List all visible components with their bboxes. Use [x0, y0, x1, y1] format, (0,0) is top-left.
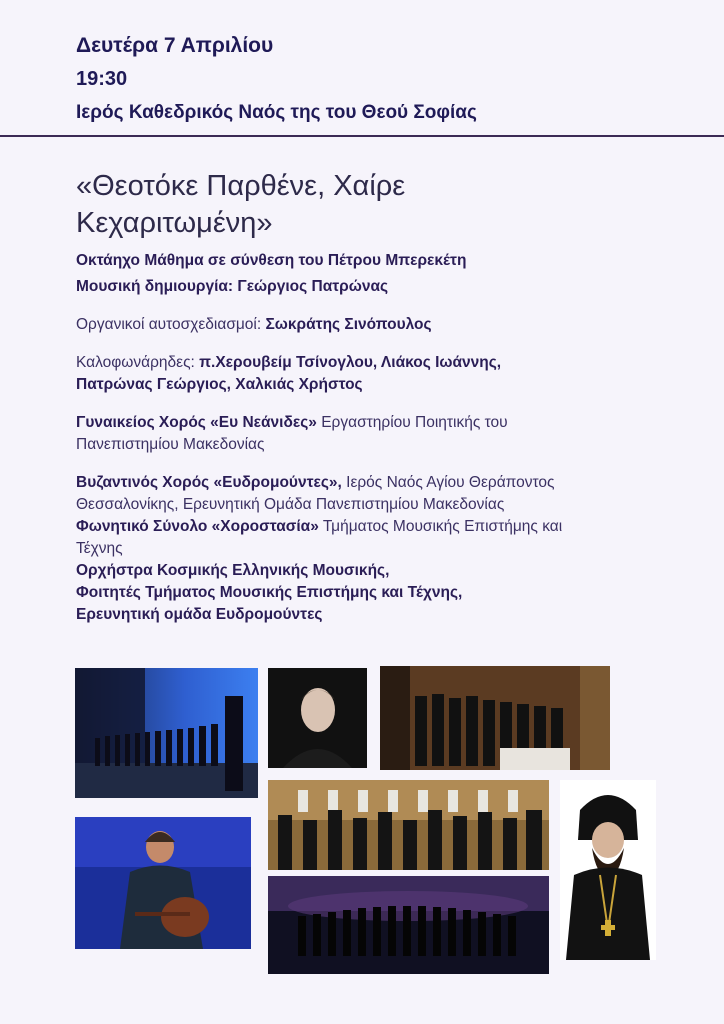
- choir-stage-photo: [75, 668, 258, 798]
- header-divider: [0, 135, 724, 137]
- womens-choir-desc-1: Εργαστηρίου Ποιητικής του: [316, 414, 508, 431]
- womens-choir-desc-2: Πανεπιστημίου Μακεδονίας: [76, 436, 265, 453]
- improv-label: Οργανικοί αυτοσχεδιασμοί:: [76, 316, 266, 333]
- orchestra-line-1: Ορχήστρα Κοσμικής Ελληνικής Μουσικής,: [76, 562, 390, 579]
- vocal-ensemble-desc-1: Τμήματος Μουσικής Επιστήμης και: [318, 518, 563, 535]
- kalofonarides-credit: [76, 352, 676, 396]
- event-date: Δευτέρα 7 Απριλίου: [76, 34, 274, 57]
- vocal-ensemble-name: Φωνητικό Σύνολο «Χοροστασία»: [76, 518, 319, 535]
- concert-title-line1: «Θεοτόκε Παρθένε, Χαίρε: [76, 170, 406, 202]
- concert-title: [76, 168, 676, 242]
- program-content: [76, 168, 676, 626]
- byzantine-choir-name: Βυζαντινός Χορός «Ευδρομούντες»,: [76, 474, 342, 491]
- event-venue: Ιερός Καθεδρικός Ναός της του Θεού Σοφίας: [76, 102, 477, 123]
- kalofonarides-names-2: Πατρώνας Γεώργιος, Χαλκιάς Χρήστος: [76, 376, 363, 393]
- vocal-ensemble-desc-2: Τέχνης: [76, 540, 123, 557]
- byzantine-choir-desc-2: Θεσσαλονίκης, Ερευνητική Ομάδα Πανεπιστημίου Μακεδονίας: [76, 496, 505, 513]
- improv-name: Σωκράτης Σινόπουλος: [265, 316, 432, 333]
- church-choir-photo: [380, 666, 610, 770]
- musician-oud-photo: [75, 817, 251, 949]
- kalofonarides-names-1: π.Χερουβείμ Τσίνογλου, Λιάκος Ιωάννης,: [199, 354, 502, 371]
- byzantine-choir-credit: [76, 472, 676, 516]
- womens-choir-credit: [76, 412, 676, 456]
- orchestra-line-2: Φοιτητές Τμήματος Μουσικής Επιστήμης και Τέχνης,: [76, 584, 463, 601]
- byzantine-choir-desc-1: Ιερός Ναός Αγίου Θεράποντος: [341, 474, 555, 491]
- orchestra-hall-photo: [268, 780, 549, 870]
- kalofonarides-label: Καλοφωνάρηδες:: [76, 354, 200, 371]
- event-time: 19:30: [76, 68, 128, 90]
- improv-credit: [76, 314, 676, 336]
- soloist-portrait-photo: [268, 668, 367, 768]
- music-creation-credit: Μουσική δημιουργία: Γεώργιος Πατρώνας: [76, 278, 389, 295]
- orchestra-line-3: Ερευνητική ομάδα Ευδρομούντες: [76, 606, 323, 623]
- vocal-ensemble-credit: [76, 516, 676, 560]
- choir-concert-photo: [268, 876, 549, 974]
- priest-portrait-photo: [560, 780, 656, 960]
- womens-choir-name: Γυναικείος Χορός «Ευ Νεάνιδες»: [76, 414, 317, 431]
- composition-credit: Οκτάηχο Μάθημα σε σύνθεση του Πέτρου Μπερεκέτη: [76, 252, 467, 269]
- concert-title-line2: Κεχαριτωμένη»: [76, 207, 273, 239]
